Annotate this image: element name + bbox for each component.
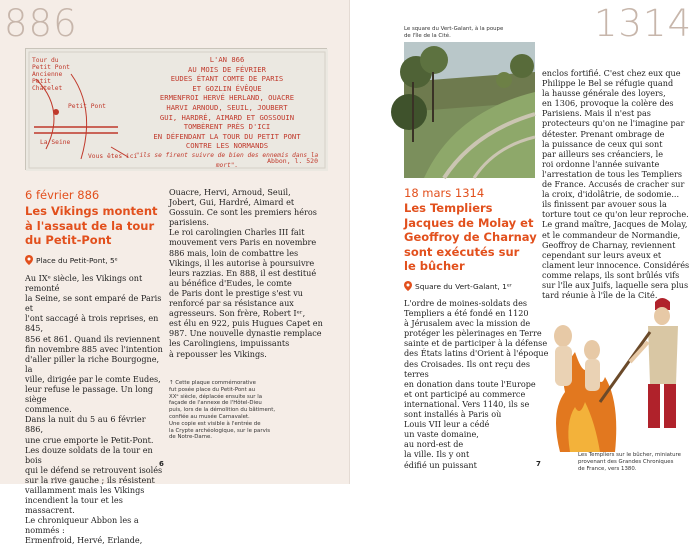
body-line: de Paris dont le prestige s'est vu <box>169 287 303 298</box>
event-title <box>404 201 537 274</box>
caption-line: de l'île de la Cité. <box>404 32 451 39</box>
map-label-here: Vous êtes ici <box>88 153 138 160</box>
plaque-line: EN DÉFENDANT LA TOUR DU PETIT PONT <box>153 131 301 141</box>
body-line: les Carolingiens, impuissants <box>169 338 290 349</box>
body-line: cependant sur leurs aveux et <box>542 249 662 260</box>
plaque-line: TOMBÈRENT PRÈS D'ICI <box>183 122 271 132</box>
body-line: Les douze soldats de la tour en bois <box>25 444 153 465</box>
body-line: Louis VII leur a cédé <box>404 419 490 430</box>
body-line: en donation dans toute l'Europe <box>404 378 536 389</box>
body-line: Le grand maître, Jacques de Molay, <box>542 219 688 230</box>
body-line: de France. Accusés de cracher sur <box>542 179 685 190</box>
miniature-caption <box>578 452 700 472</box>
body-line: ville, dirigée par le comte Eudes, <box>25 373 161 384</box>
title-line: sont exécutés sur <box>404 244 520 259</box>
body-line: la croix, d'idolâtrie, de sodomie... <box>542 189 680 200</box>
body-line: des Croisades. Ils ont reçu des terres <box>404 358 530 379</box>
body-line: à repousser les Vikings. <box>169 348 267 359</box>
body-line: édifié un puissant <box>404 459 477 470</box>
plaque-line: HARVI ARNOUD, SEUIL, JOUBERT <box>166 102 288 112</box>
caption-line: de Notre-Dame. <box>169 434 212 441</box>
body-line: détester. Prenant ombrage de <box>542 128 665 139</box>
map-label-bridge: Petit Pont <box>68 103 106 110</box>
body-column-2 <box>542 68 698 300</box>
body-line: vaillamment mais les Vikings <box>25 484 145 495</box>
location-pin-icon <box>25 255 33 265</box>
event-date: 6 février 886 <box>25 188 100 202</box>
body-line: sur la rive gauche ; ils résistent <box>25 474 155 485</box>
body-line: et le commandeur de Normandie, <box>542 229 681 240</box>
event-date: 18 mars 1314 <box>404 186 485 200</box>
body-line: international. Vers 1140, ils se <box>404 398 530 409</box>
year-heading: 1314 <box>593 2 692 45</box>
caption-line: puis, lors de la démolition du bâtiment, <box>169 407 276 414</box>
body-line: en 1306, provoque la colère des <box>542 98 674 109</box>
right-page <box>350 0 700 484</box>
location-line <box>404 281 512 291</box>
caption-line: de France, vers 1380. <box>578 465 637 472</box>
body-line: Dans la nuit du 5 au 6 février 886, <box>25 414 146 435</box>
body-line: fin novembre 885 avec l'intention <box>25 343 163 354</box>
body-line: ils finissent par avouer sous la <box>542 199 667 210</box>
body-line: Geoffroy de Charnay, reviennent <box>542 239 676 250</box>
body-line: à Jérusalem avec la mission de <box>404 318 531 329</box>
plaque-inscription <box>131 55 323 170</box>
body-line: clament leur innocence. Considérés <box>542 259 690 270</box>
body-line: Ermenfroid, Hervé, Erlande, <box>25 535 143 546</box>
square-vert-galant-photo <box>404 42 535 178</box>
body-line: sur l'île aux Juifs, laquelle sera plus <box>542 279 689 290</box>
body-line: l'ont saccagé à trois reprises, en 845, <box>25 313 159 334</box>
caption-line: la Crypte archéologique, sur le parvis <box>169 427 271 434</box>
body-line: torture tout ce qu'on leur reproche. <box>542 209 689 220</box>
title-line: Jacques de Molay et <box>404 215 534 230</box>
templars-stake-miniature <box>530 292 696 452</box>
page-number: 6 <box>159 460 164 468</box>
body-line: Templiers a été fondé en 1120 <box>404 308 529 319</box>
body-line: au bénéfice d'Eudes, le comte <box>169 277 292 288</box>
plaque-line: EUDES ÉTANT COMTE DE PARIS <box>170 74 284 84</box>
event-title <box>25 204 158 248</box>
body-line: renforcé par sa résistance aux <box>169 298 294 309</box>
body-line: incendient la tour et les massacrent. <box>25 495 123 516</box>
plaque-line: AU MOIS DE FÉVRIER <box>188 64 266 74</box>
plaque-line: CONTRE LES NORMANDS <box>185 141 269 151</box>
plaque-line: "ils se firent suivre de bien des ennemis dans la mort". <box>135 151 319 169</box>
body-line: la hausse générale des loyers, <box>542 88 666 99</box>
body-line: l'arrestation de tous les Templiers <box>542 168 683 179</box>
body-line: Vikings, il les autorise à poursuivre <box>169 257 315 268</box>
body-line: Gossuin. Ce sont les premiers héros <box>169 207 317 218</box>
body-line: agresseurs. Son frère, Robert Iᵉʳ, <box>169 308 306 319</box>
body-line: commence. <box>25 404 72 415</box>
body-line: est élu en 922, puis Hugues Capet en <box>169 318 323 329</box>
body-line: par ailleurs ses créanciers, le <box>542 148 663 159</box>
plaque-caption <box>169 380 319 441</box>
map-label-tower: Tour du Petit Pont Ancienne Petit Chatelet <box>32 57 70 92</box>
plaque-signature: Abbon, l. 520 <box>267 157 318 165</box>
location-text: Place du Petit-Pont, 5ᵉ <box>36 255 118 265</box>
body-line: la puissance de ceux qui sont <box>542 138 663 149</box>
body-line: 987. Une nouvelle dynastie remplace <box>169 328 322 339</box>
title-line: Geoffroy de Charnay <box>404 230 537 244</box>
body-line: tard réunie à l'île de la Cité. <box>542 290 658 301</box>
body-line: L'ordre de moines-soldats des <box>404 298 528 308</box>
caption-line: fut posée place du Petit-Pont au <box>169 386 256 393</box>
body-line: des États latins d'Orient à l'époque <box>404 348 549 359</box>
location-text: Square du Vert-Galant, 1ᵉʳ <box>415 281 512 291</box>
body-line: enclos fortifié. C'est chez eux que <box>542 68 681 78</box>
body-line: d'aller piller la riche Bourgogne, la <box>25 353 160 374</box>
plaque-line: GUI, HARDRÉ, AIMARD ET GOSSOUIN <box>159 112 295 122</box>
body-line: Le roi carolingien Charles III fait <box>169 227 305 238</box>
title-line: le bûcher <box>404 259 465 273</box>
body-line: leurs razzias. En 888, il est destitué <box>169 267 317 278</box>
body-line: Le chroniqueur Abbon les a nommés : <box>25 515 139 536</box>
title-line: à l'assaut de la tour <box>25 218 155 233</box>
plaque-line: ET GOZLIN ÉVÊQUE <box>192 83 262 93</box>
title-line: du Petit-Pont <box>25 233 112 247</box>
plaque-line: L'AN 866 <box>209 55 245 64</box>
caption-line: ↑ Cette plaque commémorative <box>169 380 256 386</box>
title-line: Les Templiers <box>404 201 493 215</box>
body-column-1 <box>25 273 165 546</box>
body-line: parisiens. <box>169 217 209 228</box>
body-line: comme relaps, ils sont brûlés vifs <box>542 269 680 280</box>
body-line: roi ordonne l'année suivante <box>542 158 660 169</box>
body-line: Au IXᵉ siècle, les Vikings ont remonté <box>25 273 143 294</box>
body-line: protéger les pèlerinages en Terre <box>404 328 542 339</box>
caption-line: Les Templiers sur le bûcher, miniature <box>578 452 681 458</box>
body-line: 886 mais, loin de combattre les <box>169 247 299 258</box>
body-line: la Seine, se sont emparé de Paris et <box>25 293 162 314</box>
location-line <box>25 255 118 265</box>
map-label-river: La Seine <box>40 139 71 146</box>
caption-line: Une copie est visible à l'entrée de <box>169 420 261 427</box>
body-line: mouvement vers Paris en novembre <box>169 237 317 248</box>
body-line: et ont participé au commerce <box>404 388 526 399</box>
body-line: Jobert, Gui, Hardré, Aimard et <box>169 197 295 208</box>
photo-caption <box>404 26 554 40</box>
location-pin-icon <box>404 281 412 291</box>
title-line: Les Vikings montent <box>25 204 158 218</box>
body-line: sainte et de participer à la défense <box>404 338 548 349</box>
body-line: Ouacre, Hervi, Arnoud, Seuil, <box>169 187 291 197</box>
body-line: la ville. Ils y ont <box>404 449 470 460</box>
body-line: un vaste domaine, <box>404 429 479 440</box>
caption-line: confiée au musée Carnavalet. <box>169 413 250 420</box>
caption-line: façade de l'annexe de l'Hôtel-Dieu <box>169 400 262 407</box>
body-line: Parisiens. Mais il n'est pas <box>542 108 651 119</box>
commemorative-plaque-photo <box>25 48 327 170</box>
body-line: qui le défend se retrouvent isolés <box>25 464 163 475</box>
body-line: 856 et 861. Quand ils reviennent <box>25 333 161 344</box>
body-line: leur refuse le passage. Un long siège <box>25 384 154 405</box>
year-heading: 886 <box>4 2 78 45</box>
page-number: 7 <box>536 460 541 468</box>
caption-line: XXᵉ siècle, déplacée ensuite sur la <box>169 393 263 400</box>
body-column-2 <box>169 187 341 359</box>
body-line: protecteurs qu'on ne l'imagine par <box>542 118 685 129</box>
plaque-line: ERMENFROI HERVÉ HERLAND, OUACRE <box>159 93 295 103</box>
caption-line: Le square du Vert-Galant, à la poupe <box>404 26 504 32</box>
body-line: Philippe le Bel se réfugie quand <box>542 78 674 89</box>
body-line: sont installés à Paris où <box>404 409 502 420</box>
body-line: au nord-est de <box>404 439 464 450</box>
caption-line: provenant des Grandes Chroniques <box>578 458 674 465</box>
body-line: une crue emporte le Petit-Pont. <box>25 434 154 445</box>
